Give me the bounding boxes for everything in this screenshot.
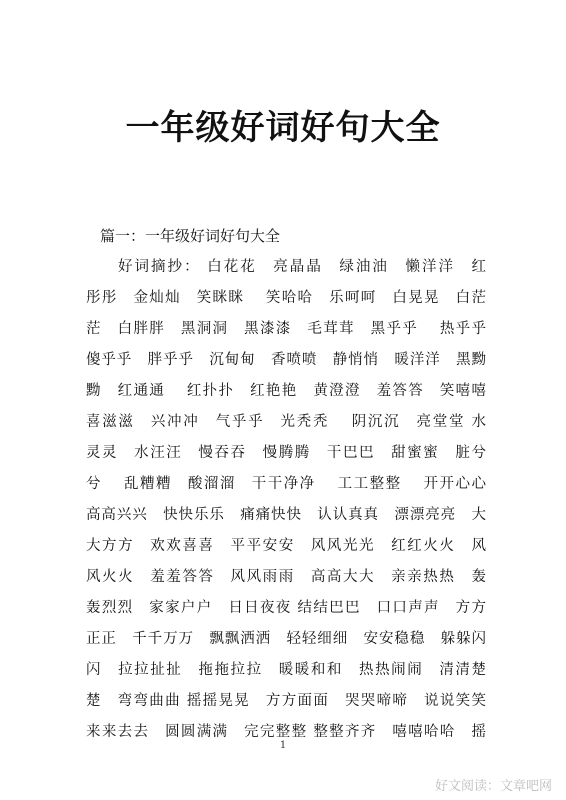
page-number: 1: [279, 740, 287, 751]
body-line: 彤彤 金灿灿 笑眯眯 笑哈哈 乐呵呵 白晃晃 白茫: [86, 290, 486, 306]
body-line: 风火火 羞羞答答 风风雨雨 高高大大 亲亲热热 轰: [86, 569, 486, 585]
body-line: 傻乎乎 胖乎乎 沉甸甸 香喷喷 静悄悄 暖洋洋 黑黝: [86, 352, 486, 368]
body-line: 来来去去 圆圆满满 完完整整 整整齐齐 嘻嘻哈哈 摇: [86, 724, 486, 740]
body-line: 黝 红通通 红扑扑 红艳艳 黄澄澄 羞答答 笑嘻嘻: [86, 383, 486, 399]
document-title: 一年级好词好句大全: [125, 108, 441, 148]
body-line: 茫 白胖胖 黑洞洞 黑漆漆 毛茸茸 黑乎乎 热乎乎: [86, 321, 486, 337]
body-line: 闪 拉拉扯扯 拖拖拉拉 暖暖和和 热热闹闹 清清楚: [86, 662, 486, 678]
body-line: 正正 千千万万 飘飘洒洒 轻轻细细 安安稳稳 躲躲闪: [86, 631, 486, 647]
body-line: 好词摘抄： 白花花 亮晶晶 绿油油 懒洋洋 红: [118, 259, 486, 275]
body-line: 兮 乱糟糟 酸溜溜 干干净净 工工整整 开开心心: [86, 476, 486, 492]
body-line: 轰烈烈 家家户户 日日夜夜 结结巴巴 口口声声 方方: [86, 600, 486, 616]
body-line: 楚 弯弯曲曲 摇摇晃晃 方方面面 哭哭啼啼 说说笑笑: [86, 693, 486, 709]
body-line: 高高兴兴 快快乐乐 痛痛快快 认认真真 漂漂亮亮 大: [86, 507, 486, 523]
body-line: 灵灵 水汪汪 慢吞吞 慢腾腾 干巴巴 甜蜜蜜 脏兮: [86, 445, 486, 461]
body-line: 喜滋滋 兴冲冲 气乎乎 光秃秃 阴沉沉 亮堂堂 水: [86, 414, 486, 430]
site-watermark: 好文阅读：文章吧网: [434, 779, 552, 794]
section-heading: 篇一：一年级好词好句大全: [100, 227, 281, 245]
body-text: [86, 252, 486, 748]
body-line: 大方方 欢欢喜喜 平平安安 风风光光 红红火火 风: [86, 538, 486, 554]
